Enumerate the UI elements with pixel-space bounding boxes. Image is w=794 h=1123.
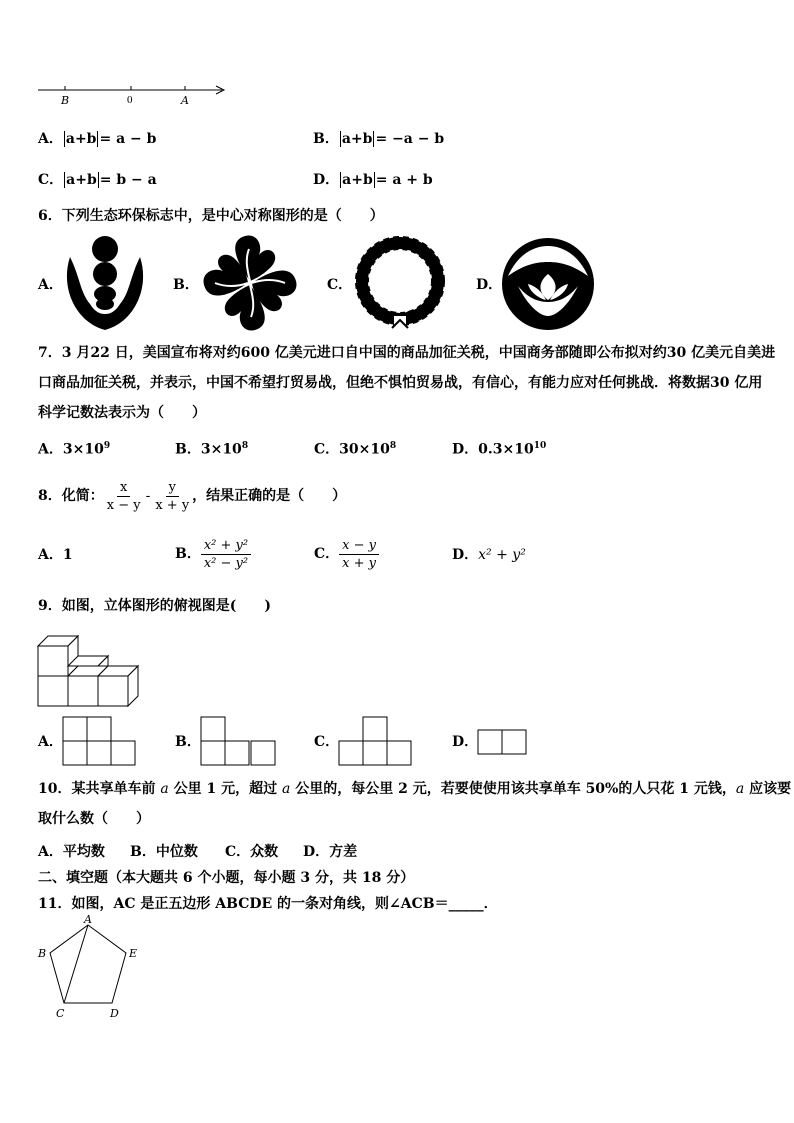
q9-letter-c: C． (314, 734, 340, 750)
q5-option-d: D． a+b = a + b (313, 172, 433, 188)
number-line (0, 0, 794, 120)
q10-option-a: A．平均数 (38, 844, 105, 860)
q7-option-a: A．$3\times 10^9$ (38, 441, 111, 458)
q7-line2: 口商品加征关税，并表示，中国不希望打贸易战，但绝不惧怕贸易战，有信心，有能力应对任何挑战．将数据30 亿用 (38, 375, 763, 391)
q9-option-c-grid (338, 716, 412, 766)
q8-fraction-2: $\frac{y}{x + y}$ (155, 479, 190, 513)
q10-option-c: C．众数 (225, 844, 279, 860)
label-a: A (181, 94, 189, 107)
vertex-b-label: B (38, 947, 47, 960)
eco-logo-c-icon (350, 234, 450, 332)
q9-option-b-grid (200, 716, 276, 766)
eco-logo-b-icon (197, 233, 303, 333)
q10-line1: 10．某共享单车前 a 公里 1 元，超过 a 公里的，每公里 2 元，若要使使用该共享单车 50%的人只花 1 元钱，a 应该要 (38, 781, 792, 797)
q9-letter-b: B． (175, 734, 201, 750)
vertex-d-label: D (110, 1007, 119, 1020)
q7-option-b: B．$3\times 10^8$ (175, 441, 249, 458)
q9-option-d-grid (477, 729, 529, 755)
q8-option-c: C． $\frac{x - y}{x + y}$ (314, 534, 379, 574)
label-b: B (61, 94, 70, 107)
q7-option-c: C．$30\times 10^8$ (314, 441, 397, 458)
q10-option-d: D．方差 (303, 844, 358, 860)
label-zero: 0 (127, 94, 133, 106)
q10-option-b: B．中位数 (130, 844, 198, 860)
q8-stem: 8．化简： $\frac{x}{x - y}$ - $\frac{y}{x + y}$ ，结果正确的是（ ） (38, 479, 347, 513)
q8-option-a: A．1 (38, 547, 73, 563)
q9-letter-a: A． (38, 734, 63, 750)
q9-stem: 9．如图，立体图形的俯视图是( ) (38, 598, 271, 614)
q7-line3: 科学记数法表示为（ ） (38, 405, 206, 421)
q5-option-c: C． a+b = b − a (38, 172, 157, 188)
eco-logo-d-icon (500, 236, 596, 332)
q6-letter-a: A． (38, 277, 63, 293)
vertex-a-label: A (84, 913, 92, 926)
pentagon-figure (30, 915, 150, 1025)
q6-stem: 6．下列生态环保标志中，是中心对称图形的是（ ） (38, 208, 384, 224)
q9-option-a-grid (62, 716, 136, 766)
q11-stem: 11．如图，AC 是正五边形 ABCDE 的一条对角线，则∠ACB＝_____． (38, 896, 498, 912)
q6-letter-b: B． (173, 277, 199, 293)
q7-option-d: D．$0.3\times 10^{10}$ (452, 441, 547, 458)
q9-letter-d: D． (452, 734, 479, 750)
eco-logo-a-icon (60, 232, 150, 332)
q6-letter-d: D． (476, 277, 503, 293)
q9-solid-figure (36, 630, 146, 708)
q10-line2: 取什么数（ ） (38, 811, 150, 827)
q7-line1: 7．3 月22 日，美国宣布将对约600 亿美元进口自中国的商品加征关税，中国商务部随即公布拟对约30 亿美元自美进 (38, 345, 776, 361)
q8-fraction-1: $\frac{x}{x - y}$ (106, 479, 141, 513)
q8-option-d: D．x² + y² (452, 547, 526, 563)
q5-option-b: B． a+b = −a − b (313, 131, 445, 147)
section-heading: 二、填空题（本大题共 6 个小题，每小题 3 分，共 18 分） (38, 870, 415, 886)
vertex-c-label: C (56, 1007, 65, 1020)
q8-option-b: B． $\frac{\text{x² + y²}}{\text{x² − y²}}$ (175, 534, 251, 574)
q5-option-a: A． a+b = a − b (38, 131, 157, 147)
vertex-e-label: E (129, 947, 138, 960)
q6-letter-c: C． (327, 277, 353, 293)
